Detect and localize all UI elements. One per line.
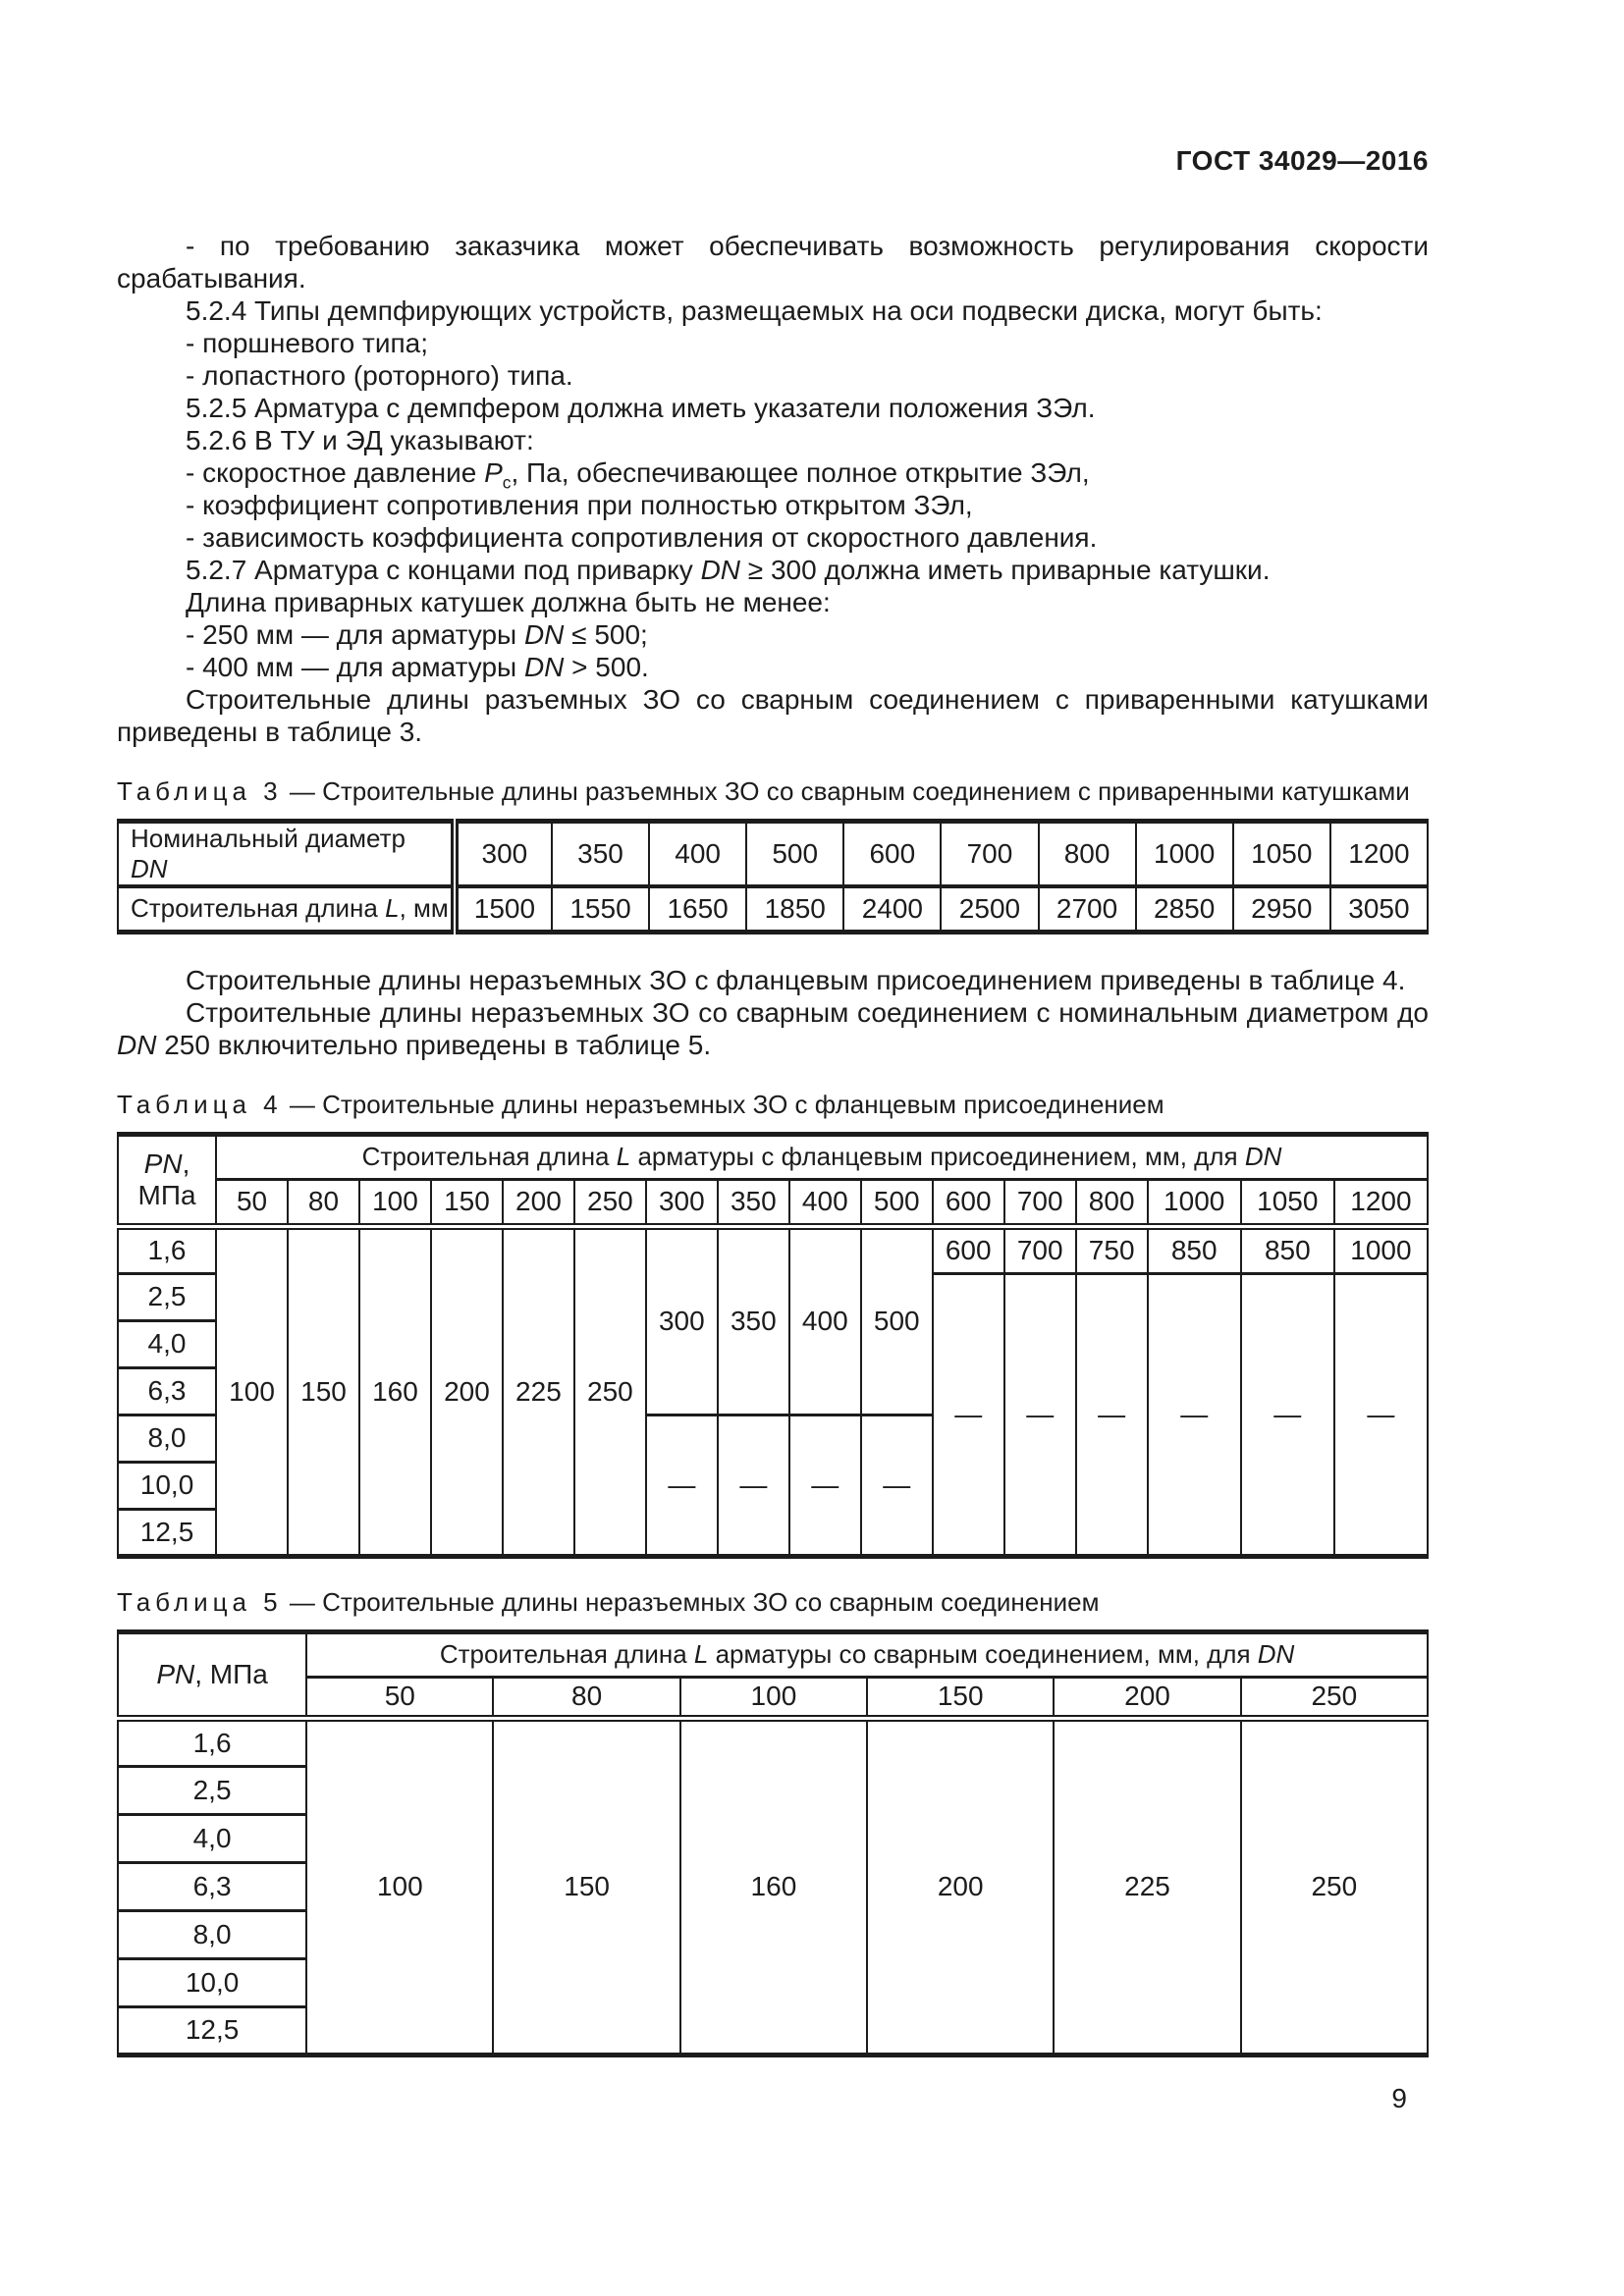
table-cell: 500 bbox=[861, 1179, 933, 1226]
paragraph bbox=[117, 586, 1429, 618]
table-cell: 1200 bbox=[1330, 822, 1428, 887]
table-caption bbox=[117, 775, 1429, 807]
text-run: 5.2.5 Арматура с демпфером должна иметь указатели положения ЗЭл. bbox=[186, 393, 1096, 423]
table-cell: 1500 bbox=[455, 886, 552, 932]
table-cell: 50 bbox=[306, 1677, 493, 1718]
text-run: Строительная длина bbox=[439, 1639, 694, 1669]
page-number: 9 bbox=[1391, 2082, 1407, 2113]
table-cell: 10,0 bbox=[118, 1958, 306, 2006]
table-cell: 160 bbox=[680, 1718, 867, 2055]
table-cell: — bbox=[933, 1273, 1004, 1556]
table-cell: 160 bbox=[359, 1226, 431, 1556]
table-cell: 10,0 bbox=[118, 1462, 216, 1509]
table-cell: 400 bbox=[789, 1226, 861, 1415]
variable-text: DN bbox=[700, 555, 741, 585]
table-cell: 750 bbox=[1076, 1226, 1148, 1273]
text-run: 5.2.4 Типы демпфирующих устройств, размещаемых на оси подвески диска, могут быть: bbox=[186, 295, 1323, 326]
table-4-flanged-non-detachable bbox=[117, 1132, 1429, 1559]
variable-text: DN bbox=[117, 1029, 157, 1060]
table-cell bbox=[306, 1631, 1428, 1677]
table-cell: 850 bbox=[1148, 1226, 1241, 1273]
table-cell: 1,6 bbox=[118, 1226, 216, 1273]
table-cell: 250 bbox=[574, 1226, 646, 1556]
table-cell: 100 bbox=[680, 1677, 867, 1718]
table-cell: 3050 bbox=[1330, 886, 1428, 932]
table-cell: 80 bbox=[288, 1179, 359, 1226]
table-cell: 800 bbox=[1039, 822, 1136, 887]
table-cell: 200 bbox=[431, 1226, 503, 1556]
table-cell: 1550 bbox=[552, 886, 649, 932]
variable-text: P bbox=[484, 457, 503, 488]
table-cell: 12,5 bbox=[118, 1509, 216, 1556]
table-cell: 2950 bbox=[1233, 886, 1330, 932]
table-cell: 4,0 bbox=[118, 1814, 306, 1862]
table-cell: 2850 bbox=[1136, 886, 1233, 932]
text-run: Строительные длины разъемных ЗО со сварным соединением с приваренными катушками приведены в таблице 3. bbox=[117, 684, 1429, 747]
table-cell: 225 bbox=[503, 1226, 574, 1556]
text-run: > 500. bbox=[564, 652, 649, 682]
text-run: - лопастного (роторного) типа. bbox=[186, 360, 573, 391]
table-caption bbox=[117, 1089, 1429, 1120]
table-cell: 600 bbox=[933, 1226, 1004, 1273]
text-run: , Па, обеспечивающее полное открытие ЗЭл, bbox=[511, 457, 1090, 488]
table-cell: 50 bbox=[216, 1179, 288, 1226]
table-cell: 2700 bbox=[1039, 886, 1136, 932]
variable-text: PN bbox=[143, 1148, 183, 1179]
table-cell: — bbox=[789, 1415, 861, 1556]
table-cell: 1650 bbox=[649, 886, 746, 932]
table5-section bbox=[117, 1586, 1429, 2057]
table-cell bbox=[118, 1631, 306, 1718]
paragraph bbox=[117, 996, 1429, 1061]
running-header-doc-code: ГОСТ 34029—2016 bbox=[1175, 145, 1429, 176]
table-cell: 350 bbox=[552, 822, 649, 887]
text-run: Строительная длина bbox=[361, 1142, 617, 1171]
table-row bbox=[118, 1179, 1428, 1226]
table-cell: 700 bbox=[1004, 1226, 1076, 1273]
paragraph bbox=[117, 327, 1429, 359]
text-run: , МПа bbox=[194, 1658, 268, 1689]
table-cell: 400 bbox=[789, 1179, 861, 1226]
variable-text: PN bbox=[156, 1658, 195, 1689]
text-run: - по требованию заказчика может обеспечивать возможность регулирования скорости срабатывания. bbox=[117, 231, 1429, 294]
table-caption-text: — Строительные длины разъемных ЗО со сварным соединением с приваренными катушками bbox=[282, 776, 1410, 806]
text-run: МПа bbox=[137, 1179, 196, 1210]
table-cell bbox=[118, 1134, 216, 1226]
text-run: Номинальный диаметр bbox=[131, 824, 406, 853]
table-caption-text: — Строительные длины неразъемных ЗО с фланцевым присоединением bbox=[282, 1089, 1164, 1119]
text-run: - 400 мм — для арматуры bbox=[186, 652, 524, 682]
variable-text: L bbox=[385, 893, 400, 924]
table-cell: 600 bbox=[933, 1179, 1004, 1226]
table-cell: 1050 bbox=[1241, 1179, 1334, 1226]
table-cell: — bbox=[718, 1415, 789, 1556]
paragraph bbox=[117, 392, 1429, 424]
table-caption-text: — Строительные длины неразъемных ЗО со сварным соединением bbox=[282, 1586, 1100, 1617]
table-cell: 6,3 bbox=[118, 1862, 306, 1910]
body-paragraphs-middle bbox=[117, 964, 1429, 1061]
text-run: , мм bbox=[399, 893, 449, 924]
paragraph bbox=[117, 618, 1429, 651]
text-run: Строительные длины неразъемных ЗО со сварным соединением с номинальным диаметром до bbox=[186, 996, 1429, 1028]
table-cell: 225 bbox=[1054, 1718, 1240, 2055]
variable-text: DN bbox=[1257, 1639, 1295, 1669]
table-cell: 200 bbox=[503, 1179, 574, 1226]
table-cell: 4,0 bbox=[118, 1320, 216, 1367]
table-cell: 2500 bbox=[941, 886, 1038, 932]
table-caption bbox=[117, 1586, 1429, 1618]
text-run: Строительные длины неразъемных ЗО с фланцевым присоединением приведены в таблице 4. bbox=[186, 964, 1406, 995]
text-run: - скоростное давление bbox=[186, 457, 485, 488]
table-5-welded-non-detachable bbox=[117, 1629, 1429, 2057]
table-3-welded-detachable bbox=[117, 819, 1429, 934]
text-run: 5.2.6 В ТУ и ЭД указывают: bbox=[186, 425, 534, 455]
paragraph bbox=[117, 456, 1429, 493]
paragraph bbox=[117, 651, 1429, 683]
table-cell: 400 bbox=[649, 822, 746, 887]
text-run: ≤ 500; bbox=[564, 619, 648, 650]
table-cell: 12,5 bbox=[118, 2006, 306, 2055]
paragraph bbox=[117, 230, 1429, 294]
table-cell: — bbox=[1334, 1273, 1428, 1556]
paragraph bbox=[117, 294, 1429, 327]
table-cell: 700 bbox=[941, 822, 1038, 887]
paragraph bbox=[117, 521, 1429, 554]
table-cell: 1000 bbox=[1148, 1179, 1241, 1226]
table-cell: 2,5 bbox=[118, 1273, 216, 1320]
text-run: Строительная длина bbox=[131, 893, 386, 924]
text-run: Длина приварных катушек должна быть не менее: bbox=[186, 587, 831, 617]
paragraph bbox=[117, 554, 1429, 586]
body-paragraphs-top bbox=[117, 230, 1429, 748]
table-cell: 500 bbox=[746, 822, 843, 887]
table-row bbox=[118, 1631, 1428, 1677]
table-cell: 850 bbox=[1241, 1226, 1334, 1273]
table-cell: — bbox=[1148, 1273, 1241, 1556]
table-cell: 150 bbox=[431, 1179, 503, 1226]
table-cell: 350 bbox=[718, 1226, 789, 1415]
table-cell: 300 bbox=[455, 822, 552, 887]
table-row bbox=[118, 1718, 1428, 1766]
text-run: - зависимость коэффициента сопротивления от скоростного давления. bbox=[186, 522, 1098, 553]
table-caption-label: Таблица 3 bbox=[117, 776, 283, 806]
table3-section bbox=[117, 775, 1429, 934]
table-cell: 250 bbox=[1241, 1718, 1428, 2055]
table-cell: 1000 bbox=[1334, 1226, 1428, 1273]
text-run: 250 включительно приведены в таблице 5. bbox=[156, 1029, 712, 1060]
table-cell: 150 bbox=[493, 1718, 679, 2055]
table-cell: 100 bbox=[216, 1226, 288, 1556]
table-cell: 700 bbox=[1004, 1179, 1076, 1226]
table-cell: 200 bbox=[1054, 1677, 1240, 1718]
table-cell: — bbox=[1076, 1273, 1148, 1556]
variable-text: DN bbox=[131, 854, 168, 883]
table-cell: 1,6 bbox=[118, 1718, 306, 1766]
table-cell: 80 bbox=[493, 1677, 679, 1718]
table4-section bbox=[117, 1089, 1429, 1559]
table-cell: 8,0 bbox=[118, 1910, 306, 1958]
table-cell: 300 bbox=[646, 1226, 718, 1415]
table-caption-label: Таблица 4 bbox=[117, 1089, 283, 1119]
table-row bbox=[118, 1134, 1428, 1179]
table-cell: 600 bbox=[843, 822, 941, 887]
variable-text: L bbox=[693, 1639, 709, 1669]
text-run: - поршневого типа; bbox=[186, 328, 428, 358]
table-cell: 300 bbox=[646, 1179, 718, 1226]
text-run: - коэффициент сопротивления при полностью открытом ЗЭл, bbox=[186, 490, 973, 520]
table-cell: 1050 bbox=[1233, 822, 1330, 887]
table-cell: 2400 bbox=[843, 886, 941, 932]
text-run: ≥ 300 должна иметь приварные катушки. bbox=[740, 555, 1271, 585]
table-cell bbox=[118, 886, 455, 932]
table-cell: 2,5 bbox=[118, 1766, 306, 1814]
table-cell: 350 bbox=[718, 1179, 789, 1226]
table-cell: 500 bbox=[861, 1226, 933, 1415]
table-cell: 100 bbox=[359, 1179, 431, 1226]
table-caption-label: Таблица 5 bbox=[117, 1586, 283, 1617]
variable-text: DN bbox=[1244, 1142, 1282, 1171]
paragraph bbox=[117, 359, 1429, 392]
table-cell: 1200 bbox=[1334, 1179, 1428, 1226]
table-row bbox=[118, 822, 1428, 887]
table-cell: — bbox=[1004, 1273, 1076, 1556]
table-cell: 150 bbox=[867, 1677, 1054, 1718]
table-cell: 1000 bbox=[1136, 822, 1233, 887]
subscript-text: с bbox=[502, 472, 512, 493]
table-cell: — bbox=[1241, 1273, 1334, 1556]
table-cell: — bbox=[861, 1415, 933, 1556]
variable-text: DN bbox=[523, 652, 565, 682]
table-cell: 250 bbox=[1241, 1677, 1428, 1718]
text-run: арматуры с фланцевым присоединением, мм, для bbox=[630, 1142, 1245, 1171]
table-row bbox=[118, 1226, 1428, 1273]
variable-text: DN bbox=[523, 619, 565, 650]
paragraph bbox=[117, 489, 1429, 521]
table-row bbox=[118, 886, 1428, 932]
table-cell: 800 bbox=[1076, 1179, 1148, 1226]
variable-text: L bbox=[616, 1142, 631, 1171]
table-cell: 8,0 bbox=[118, 1415, 216, 1462]
table-cell: 200 bbox=[867, 1718, 1054, 2055]
paragraph bbox=[117, 683, 1429, 748]
table-cell: 1850 bbox=[746, 886, 843, 932]
table-row bbox=[118, 1677, 1428, 1718]
table-cell: 150 bbox=[288, 1226, 359, 1556]
paragraph bbox=[117, 424, 1429, 456]
table-cell: 100 bbox=[306, 1718, 493, 2055]
table-cell: 250 bbox=[574, 1179, 646, 1226]
table-cell bbox=[118, 822, 455, 887]
text-run: арматуры со сварным соединением, мм, для bbox=[708, 1639, 1258, 1669]
text-run: , bbox=[182, 1148, 190, 1179]
table-cell: — bbox=[646, 1415, 718, 1556]
table-cell bbox=[216, 1134, 1428, 1179]
text-run: - 250 мм — для арматуры bbox=[186, 619, 524, 650]
text-run: 5.2.7 Арматура с концами под приварку bbox=[186, 555, 701, 585]
paragraph bbox=[117, 964, 1429, 996]
table-cell: 6,3 bbox=[118, 1367, 216, 1415]
